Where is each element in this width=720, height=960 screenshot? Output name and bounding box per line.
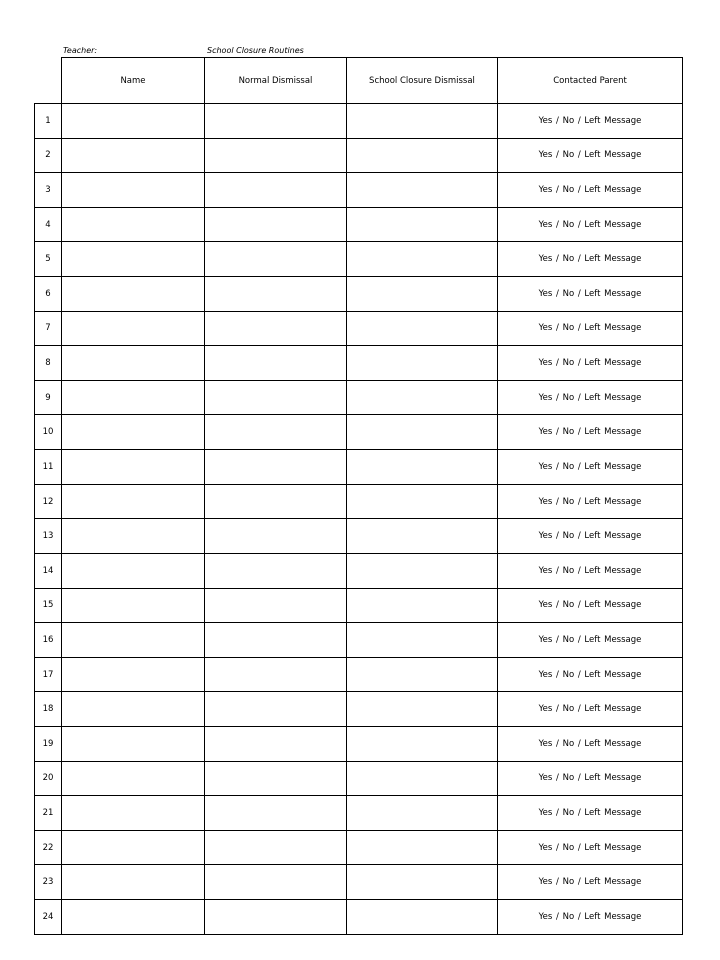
row-number: 21 (35, 796, 62, 831)
name-cell[interactable] (62, 346, 205, 381)
contacted-parent-options[interactable]: Yes / No / Left Message (498, 173, 683, 208)
roster-body (35, 104, 683, 935)
row-number: 10 (35, 415, 62, 450)
row-number: 14 (35, 553, 62, 588)
name-cell[interactable] (62, 311, 205, 346)
contacted-parent-options[interactable]: Yes / No / Left Message (498, 900, 683, 935)
table-row (35, 380, 683, 415)
name-cell[interactable] (62, 242, 205, 277)
name-cell[interactable] (62, 900, 205, 935)
row-number: 12 (35, 484, 62, 519)
normal-dismissal-cell[interactable] (205, 796, 347, 831)
contacted-parent-options[interactable]: Yes / No / Left Message (498, 450, 683, 485)
row-number: 19 (35, 726, 62, 761)
school-closure-dismissal-cell[interactable] (347, 726, 498, 761)
name-cell[interactable] (62, 277, 205, 312)
table-row (35, 173, 683, 208)
table-row (35, 138, 683, 173)
name-cell[interactable] (62, 588, 205, 623)
school-closure-dismissal-cell[interactable] (347, 830, 498, 865)
row-number: 15 (35, 588, 62, 623)
row-number: 3 (35, 173, 62, 208)
name-cell[interactable] (62, 761, 205, 796)
table-row (35, 207, 683, 242)
contacted-parent-options[interactable]: Yes / No / Left Message (498, 588, 683, 623)
teacher-label: Teacher: (63, 46, 98, 55)
row-number: 17 (35, 657, 62, 692)
contacted-parent-options[interactable]: Yes / No / Left Message (498, 277, 683, 312)
normal-dismissal-cell[interactable] (205, 553, 347, 588)
normal-dismissal-cell[interactable] (205, 623, 347, 658)
school-closure-dismissal-cell[interactable] (347, 104, 498, 139)
sheet-title: School Closure Routines (207, 46, 304, 55)
school-closure-dismissal-cell[interactable] (347, 242, 498, 277)
name-cell[interactable] (62, 104, 205, 139)
normal-dismissal-cell[interactable] (205, 588, 347, 623)
normal-dismissal-cell[interactable] (205, 692, 347, 727)
school-closure-dismissal-cell[interactable] (347, 484, 498, 519)
contacted-parent-options[interactable]: Yes / No / Left Message (498, 657, 683, 692)
school-closure-dismissal-cell[interactable] (347, 796, 498, 831)
school-closure-dismissal-cell[interactable] (347, 865, 498, 900)
name-cell[interactable] (62, 692, 205, 727)
name-cell[interactable] (62, 657, 205, 692)
normal-dismissal-cell[interactable] (205, 346, 347, 381)
contacted-parent-options[interactable]: Yes / No / Left Message (498, 761, 683, 796)
name-cell[interactable] (62, 484, 205, 519)
contacted-parent-options[interactable]: Yes / No / Left Message (498, 830, 683, 865)
school-closure-dismissal-cell[interactable] (347, 207, 498, 242)
contacted-parent-options[interactable]: Yes / No / Left Message (498, 242, 683, 277)
row-number: 11 (35, 450, 62, 485)
normal-dismissal-cell[interactable] (205, 519, 347, 554)
school-closure-dismissal-cell[interactable] (347, 588, 498, 623)
normal-dismissal-cell[interactable] (205, 277, 347, 312)
row-number: 22 (35, 830, 62, 865)
contacted-parent-options[interactable]: Yes / No / Left Message (498, 796, 683, 831)
table-row (35, 865, 683, 900)
contacted-parent-options[interactable]: Yes / No / Left Message (498, 207, 683, 242)
row-number: 6 (35, 277, 62, 312)
normal-dismissal-cell[interactable] (205, 242, 347, 277)
column-header-school-closure-dismissal: School Closure Dismissal (347, 58, 498, 104)
name-cell[interactable] (62, 623, 205, 658)
normal-dismissal-cell[interactable] (205, 173, 347, 208)
contacted-parent-options[interactable]: Yes / No / Left Message (498, 311, 683, 346)
table-row (35, 830, 683, 865)
contacted-parent-options[interactable]: Yes / No / Left Message (498, 519, 683, 554)
column-header-normal-dismissal: Normal Dismissal (205, 58, 347, 104)
table-row (35, 311, 683, 346)
school-closure-dismissal-cell[interactable] (347, 692, 498, 727)
contacted-parent-options[interactable]: Yes / No / Left Message (498, 484, 683, 519)
row-number: 4 (35, 207, 62, 242)
normal-dismissal-cell[interactable] (205, 104, 347, 139)
school-closure-dismissal-cell[interactable] (347, 553, 498, 588)
table-row (35, 657, 683, 692)
school-closure-dismissal-cell[interactable] (347, 415, 498, 450)
normal-dismissal-cell[interactable] (205, 830, 347, 865)
normal-dismissal-cell[interactable] (205, 900, 347, 935)
normal-dismissal-cell[interactable] (205, 726, 347, 761)
table-row (35, 588, 683, 623)
column-header-contacted-parent: Contacted Parent (498, 58, 683, 104)
name-cell[interactable] (62, 865, 205, 900)
name-cell[interactable] (62, 519, 205, 554)
row-number: 16 (35, 623, 62, 658)
school-closure-dismissal-cell[interactable] (347, 311, 498, 346)
row-number: 13 (35, 519, 62, 554)
table-row (35, 415, 683, 450)
row-number: 2 (35, 138, 62, 173)
row-number: 18 (35, 692, 62, 727)
school-closure-dismissal-cell[interactable] (347, 138, 498, 173)
name-cell[interactable] (62, 380, 205, 415)
row-number: 7 (35, 311, 62, 346)
school-closure-dismissal-cell[interactable] (347, 519, 498, 554)
normal-dismissal-cell[interactable] (205, 484, 347, 519)
normal-dismissal-cell[interactable] (205, 450, 347, 485)
name-cell[interactable] (62, 450, 205, 485)
table-header-row (35, 58, 683, 104)
table-row (35, 761, 683, 796)
contacted-parent-options[interactable]: Yes / No / Left Message (498, 346, 683, 381)
table-row (35, 519, 683, 554)
contacted-parent-options[interactable]: Yes / No / Left Message (498, 623, 683, 658)
row-number: 1 (35, 104, 62, 139)
table-row (35, 104, 683, 139)
table-row (35, 484, 683, 519)
row-number: 9 (35, 380, 62, 415)
table-row (35, 277, 683, 312)
table-row (35, 623, 683, 658)
contacted-parent-options[interactable]: Yes / No / Left Message (498, 692, 683, 727)
contacted-parent-options[interactable]: Yes / No / Left Message (498, 865, 683, 900)
name-cell[interactable] (62, 796, 205, 831)
row-number: 8 (35, 346, 62, 381)
normal-dismissal-cell[interactable] (205, 761, 347, 796)
table-row (35, 450, 683, 485)
name-cell[interactable] (62, 415, 205, 450)
contacted-parent-options[interactable]: Yes / No / Left Message (498, 138, 683, 173)
name-cell[interactable] (62, 138, 205, 173)
contacted-parent-options[interactable]: Yes / No / Left Message (498, 415, 683, 450)
school-closure-dismissal-cell[interactable] (347, 173, 498, 208)
school-closure-dismissal-cell[interactable] (347, 380, 498, 415)
row-number: 5 (35, 242, 62, 277)
name-cell[interactable] (62, 726, 205, 761)
name-cell[interactable] (62, 173, 205, 208)
school-closure-dismissal-cell[interactable] (347, 900, 498, 935)
normal-dismissal-cell[interactable] (205, 657, 347, 692)
normal-dismissal-cell[interactable] (205, 138, 347, 173)
school-closure-dismissal-cell[interactable] (347, 346, 498, 381)
school-closure-dismissal-cell[interactable] (347, 623, 498, 658)
normal-dismissal-cell[interactable] (205, 311, 347, 346)
table-row (35, 346, 683, 381)
column-header-name: Name (62, 58, 205, 104)
row-number: 24 (35, 900, 62, 935)
table-row (35, 900, 683, 935)
table-row (35, 692, 683, 727)
roster-table (34, 57, 683, 935)
school-closure-dismissal-cell[interactable] (347, 761, 498, 796)
school-closure-dismissal-cell[interactable] (347, 657, 498, 692)
corner-cell (35, 58, 62, 104)
row-number: 23 (35, 865, 62, 900)
contacted-parent-options[interactable]: Yes / No / Left Message (498, 553, 683, 588)
contacted-parent-options[interactable]: Yes / No / Left Message (498, 104, 683, 139)
table-row (35, 553, 683, 588)
contacted-parent-options[interactable]: Yes / No / Left Message (498, 726, 683, 761)
name-cell[interactable] (62, 830, 205, 865)
normal-dismissal-cell[interactable] (205, 415, 347, 450)
row-number: 20 (35, 761, 62, 796)
table-row (35, 726, 683, 761)
normal-dismissal-cell[interactable] (205, 207, 347, 242)
table-row (35, 242, 683, 277)
normal-dismissal-cell[interactable] (205, 380, 347, 415)
school-closure-dismissal-cell[interactable] (347, 450, 498, 485)
normal-dismissal-cell[interactable] (205, 865, 347, 900)
contacted-parent-options[interactable]: Yes / No / Left Message (498, 380, 683, 415)
name-cell[interactable] (62, 553, 205, 588)
name-cell[interactable] (62, 207, 205, 242)
school-closure-dismissal-cell[interactable] (347, 277, 498, 312)
table-row (35, 796, 683, 831)
